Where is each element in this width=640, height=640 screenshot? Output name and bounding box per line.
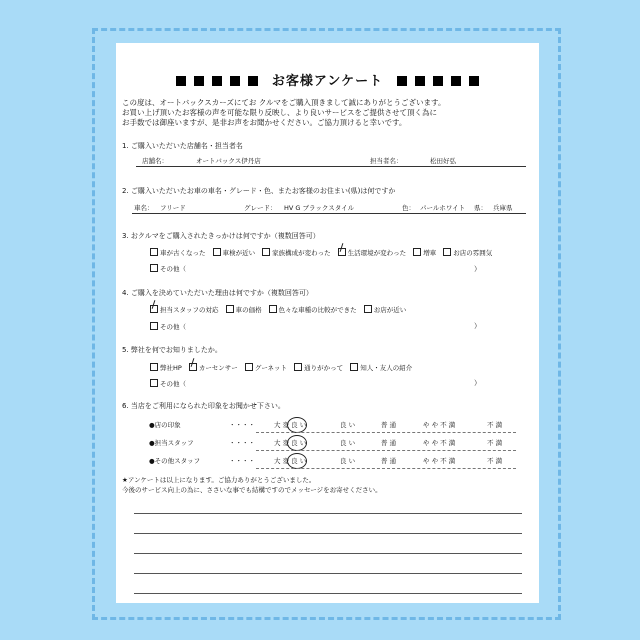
color-label: 色： (402, 204, 415, 212)
q5-title: 5. 弊社を何でお知りましたか。 (122, 346, 222, 354)
q5-options (150, 363, 417, 372)
q3-option[interactable]: 車が古くなった (150, 248, 206, 257)
intro-line: お買い上げ頂いたお客様の声を可能な限り反映し、より良いサービスをご提供させて頂く為に (122, 108, 437, 117)
scale-very-good[interactable]: 大 変 良 い (274, 457, 307, 465)
q3-option[interactable]: 家族構成が変わった (262, 248, 330, 257)
square-icon (451, 76, 461, 86)
square-icon (194, 76, 204, 86)
square-icon (176, 76, 186, 86)
q5-option[interactable]: 弊社HP (150, 363, 182, 372)
square-icon (469, 76, 479, 86)
q5-other[interactable]: その他（ (150, 379, 186, 388)
message-line[interactable] (134, 573, 522, 574)
rating-row (149, 438, 519, 448)
q3-title: 3. おクルマをご購入されたきっかけは何ですか（複数回答可） (122, 232, 320, 240)
checkbox[interactable] (150, 322, 158, 330)
pref-label: 県： (474, 204, 487, 212)
intro-line: この度は、オートバックスカーズにてお クルマをご購入頂きまして誠にありがとうございます。 (122, 98, 446, 107)
intro-text (122, 98, 532, 128)
q2-title: 2. ご購入いただいたお車の車名・グレード・色、またお客様のお住まい(県)は何ですか (122, 187, 396, 195)
intro-line: お手数では御座いますが、是非お声をお聞かせください。ご協力頂けると幸いです。 (122, 118, 407, 127)
scale-slightly-unsatisfied[interactable]: や や 不 満 (423, 439, 456, 447)
scale-normal[interactable]: 普 通 (381, 439, 397, 447)
q5-option-checked[interactable]: カーセンサー (189, 363, 238, 372)
q5-option[interactable]: グーネット (245, 363, 287, 372)
q5-option[interactable]: 知人・友人の紹介 (350, 363, 412, 372)
checkbox[interactable] (350, 363, 358, 371)
checkbox[interactable] (150, 363, 158, 371)
selected-circle (287, 435, 307, 451)
checkbox[interactable] (213, 248, 221, 256)
q4-option[interactable]: 色々な車種の比較ができた (269, 305, 357, 314)
pref-value: 兵庫県 (493, 204, 513, 212)
q6-title: 6. 当店をご利用になられた印象をお聞かせ下さい。 (122, 402, 285, 410)
rating-row (149, 456, 519, 466)
dots: ・・・・ (229, 421, 255, 429)
footer-thanks: ★アンケートは以上になります。ご協力ありがとうございました。 (122, 476, 316, 484)
scale-good[interactable]: 良 い (340, 439, 356, 447)
square-icon (248, 76, 258, 86)
title-row (116, 70, 539, 89)
square-icon (397, 76, 407, 86)
square-icon (212, 76, 222, 86)
message-line[interactable] (134, 553, 522, 554)
close-paren: ） (474, 322, 481, 330)
grade-value: HV G ブラックスタイル (284, 204, 355, 212)
car-value: フリード (160, 204, 186, 212)
close-paren: ） (474, 265, 481, 273)
selected-circle (287, 417, 307, 433)
checkbox[interactable] (245, 363, 253, 371)
q3-option[interactable]: 車検が近い (213, 248, 256, 257)
rating-label: ●担当スタッフ (149, 439, 194, 447)
rating-label: ●店の印象 (149, 421, 181, 429)
scale-very-good[interactable]: 大 変 良 い (274, 421, 307, 429)
q3-other[interactable]: その他（ (150, 264, 186, 273)
page-title: お客様アンケート (271, 74, 384, 89)
message-line[interactable] (134, 593, 522, 594)
scale-unsatisfied[interactable]: 不 満 (487, 421, 503, 429)
checkbox[interactable] (364, 305, 372, 313)
scale-very-good[interactable]: 大 変 良 い (274, 439, 307, 447)
square-icon (433, 76, 443, 86)
car-label: 車名： (134, 204, 154, 212)
q4-options (150, 305, 411, 314)
q4-other[interactable]: その他（ (150, 322, 186, 331)
checkbox[interactable] (150, 264, 158, 272)
message-line[interactable] (134, 513, 522, 514)
checkbox-checked[interactable] (150, 305, 158, 313)
q5-option[interactable]: 通りがかって (294, 363, 343, 372)
checkbox-checked[interactable] (189, 363, 197, 371)
close-paren: ） (474, 379, 481, 387)
scale-good[interactable]: 良 い (340, 421, 356, 429)
scale-slightly-unsatisfied[interactable]: や や 不 満 (423, 421, 456, 429)
checkbox[interactable] (150, 379, 158, 387)
scale-unsatisfied[interactable]: 不 満 (487, 439, 503, 447)
selected-circle (287, 453, 307, 469)
rating-row (149, 420, 519, 430)
color-value: パールホワイト (420, 204, 466, 212)
checkbox[interactable] (294, 363, 302, 371)
checkbox[interactable] (413, 248, 421, 256)
scale-unsatisfied[interactable]: 不 満 (487, 457, 503, 465)
row-divider (256, 450, 516, 451)
q4-option[interactable]: 車の価格 (226, 305, 262, 314)
scale-good[interactable]: 良 い (340, 457, 356, 465)
checkbox[interactable] (226, 305, 234, 313)
square-icon (415, 76, 425, 86)
q4-option[interactable]: お店が近い (364, 305, 407, 314)
staff-value: 松田好弘 (430, 157, 456, 165)
footer-request: 今後のサービス向上の為に、ささいな事でも結構ですのでメッセージをお寄せください。 (122, 486, 382, 494)
row-divider (256, 432, 516, 433)
q3-options (150, 248, 497, 257)
staff-label: 担当者名： (370, 157, 403, 165)
q4-title: 4. ご購入を決めていただいた理由は何ですか（複数回答可） (122, 289, 313, 297)
survey-sheet (116, 43, 539, 603)
store-value: オートバックス伊丹店 (196, 157, 261, 165)
checkbox[interactable] (269, 305, 277, 313)
checkbox[interactable] (262, 248, 270, 256)
message-line[interactable] (134, 533, 522, 534)
q3-option-checked[interactable]: 生活環境が変わった (338, 248, 406, 257)
q3-option[interactable]: お店の雰囲気 (443, 248, 492, 257)
scale-normal[interactable]: 普 通 (381, 421, 397, 429)
q1-underline (136, 166, 526, 167)
dots: ・・・・ (229, 439, 255, 447)
q1-title: 1. ご購入いただいた店舗名・担当者名 (122, 142, 243, 150)
checkbox[interactable] (443, 248, 451, 256)
store-label: 店舗名： (142, 157, 168, 165)
checkbox[interactable] (150, 248, 158, 256)
dots: ・・・・ (229, 457, 255, 465)
q2-underline (132, 213, 526, 214)
square-icon (230, 76, 240, 86)
q4-option-checked[interactable]: 担当スタッフの対応 (150, 305, 219, 314)
scale-normal[interactable]: 普 通 (381, 457, 397, 465)
rating-label: ●その他スタッフ (149, 457, 201, 465)
grade-label: グレード： (244, 204, 277, 212)
q3-option[interactable]: 増車 (413, 248, 436, 257)
row-divider (256, 468, 516, 469)
scale-slightly-unsatisfied[interactable]: や や 不 満 (423, 457, 456, 465)
checkbox-checked[interactable] (338, 248, 346, 256)
